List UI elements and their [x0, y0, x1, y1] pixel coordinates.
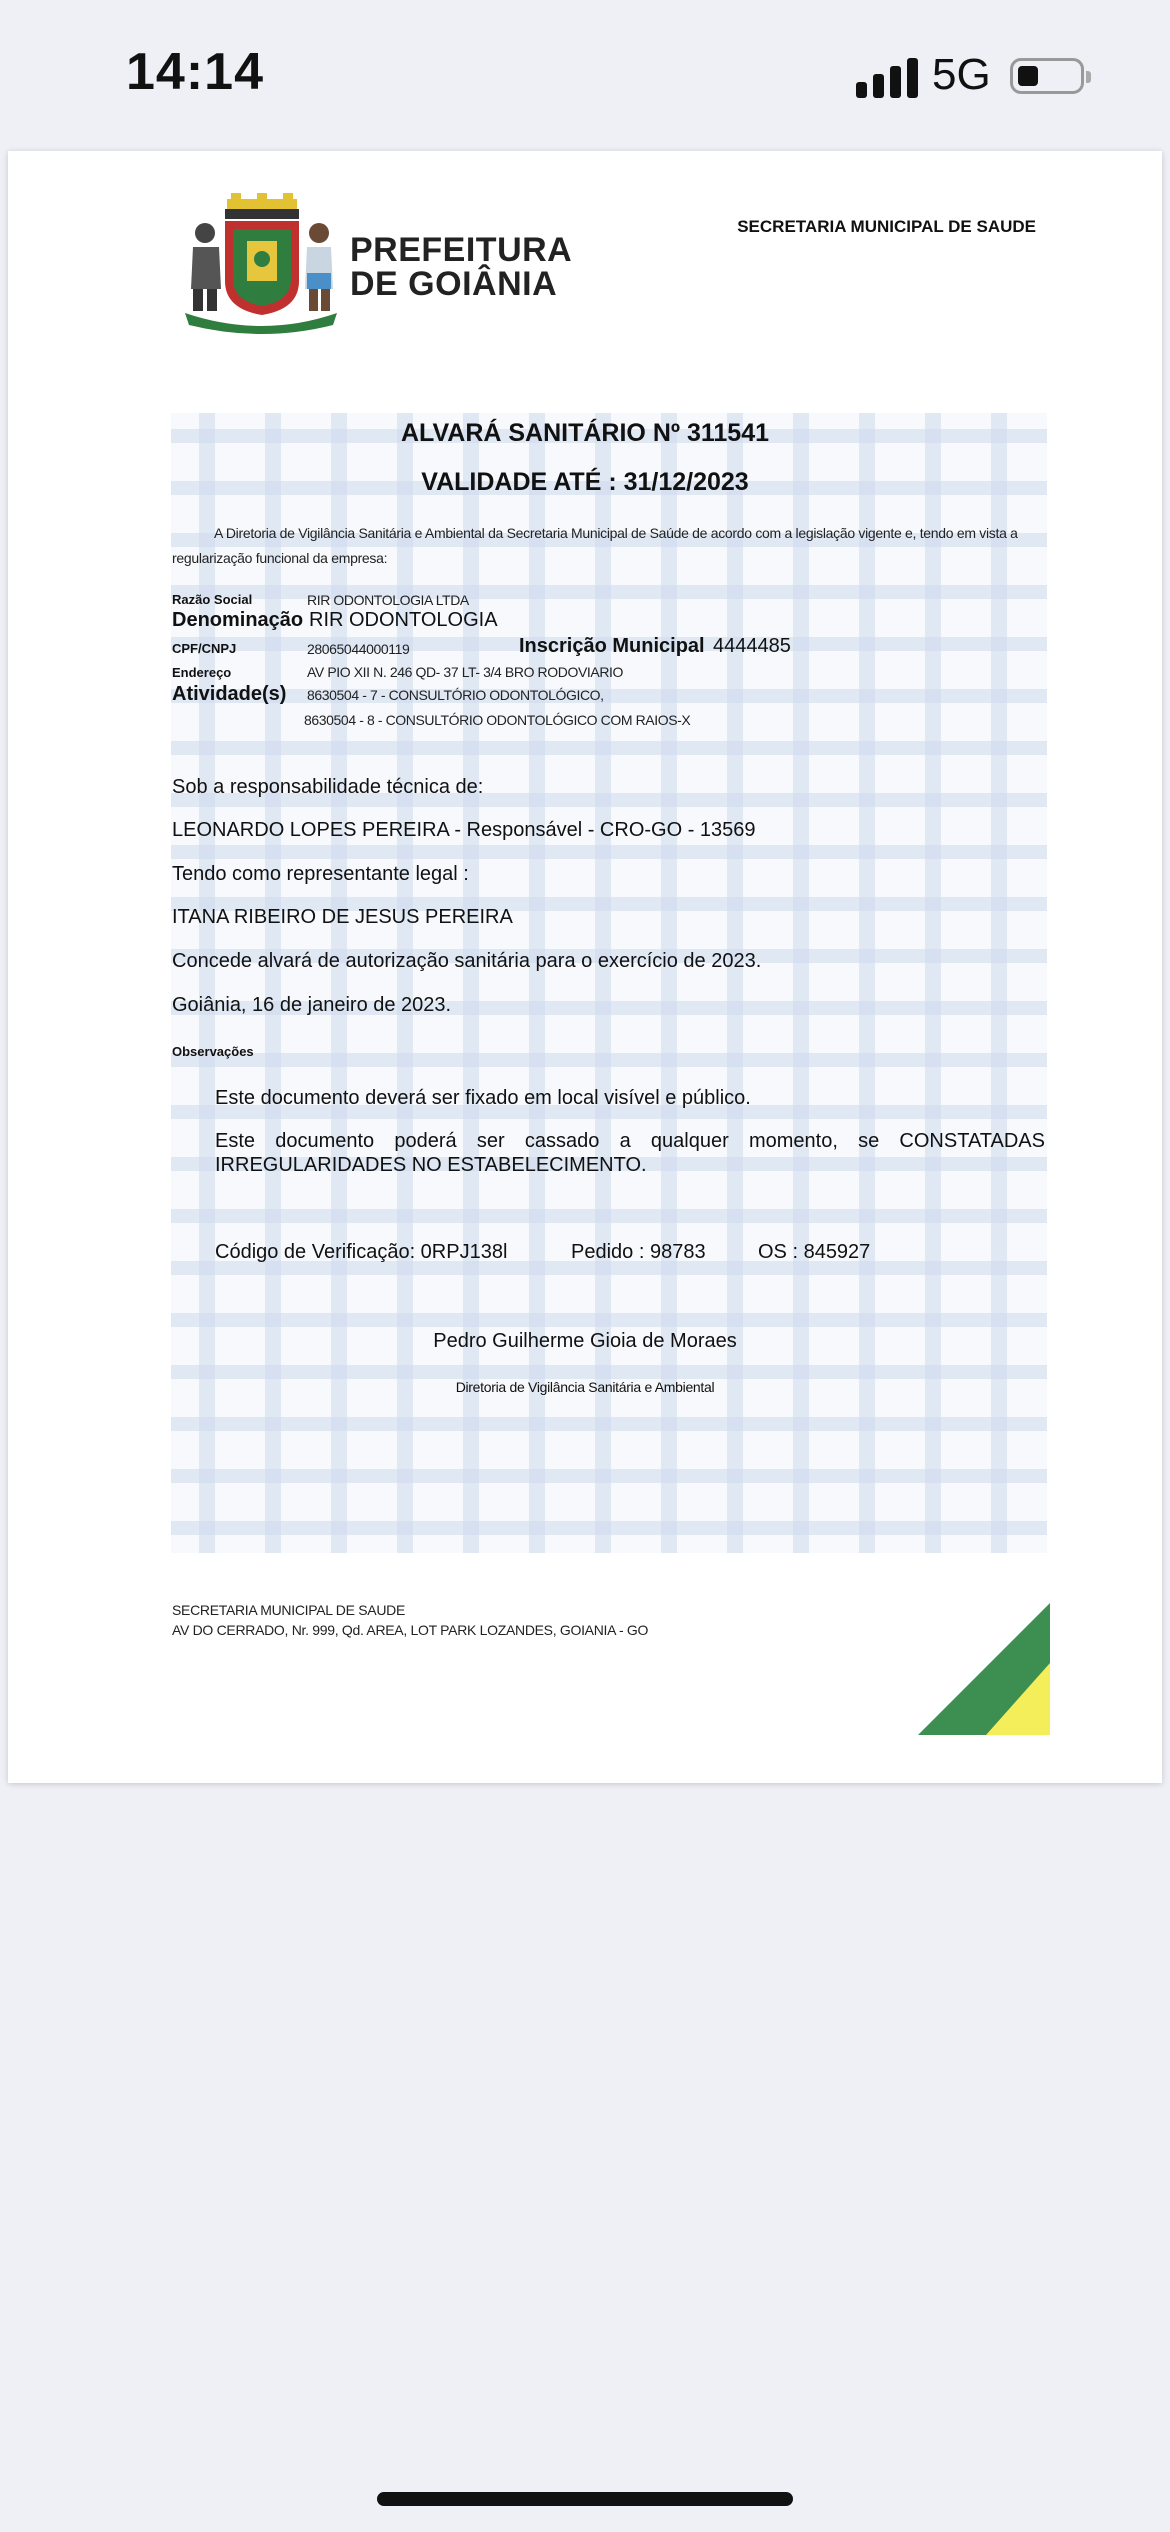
denominacao-label: Denominação — [172, 609, 304, 631]
corner-flag-icon — [918, 1603, 1050, 1735]
endereco-value: AV PIO XII N. 246 QD- 37 LT- 3/4 BRO RODOVIARIO — [307, 664, 624, 680]
footer-secretaria: SECRETARIA MUNICIPAL DE SAUDE — [172, 1602, 405, 1618]
network-type: 5G — [932, 50, 991, 99]
status-time: 14:14 — [126, 43, 264, 101]
inscricao-label: Inscrição Municipal — [519, 635, 705, 657]
status-bar — [0, 0, 1170, 150]
inscricao-value: 4444485 — [713, 635, 791, 657]
atividade-item: 8630504 - 7 - CONSULTÓRIO ODONTOLÓGICO, — [307, 687, 604, 703]
prefeitura-logo-text: PREFEITURA DE GOIÂNIA — [350, 231, 573, 303]
responsabilidade-label: Sob a responsabilidade técnica de: — [172, 776, 484, 798]
alvara-title: ALVARÁ SANITÁRIO Nº 311541 — [400, 419, 770, 447]
denominacao-value: RIR ODONTOLOGIA — [309, 609, 498, 631]
observacao-item: Este documento deverá ser fixado em local visível e público. — [215, 1087, 751, 1109]
cnpj-value: 28065044000119 — [307, 641, 410, 657]
observacao-item: Este documento poderá ser cassado a qualquer momento, se CONSTATADAS IRREGULARIDADES NO ESTABELECIMENTO. — [215, 1130, 1045, 1176]
home-indicator[interactable] — [377, 2492, 793, 2506]
representante-label: Tendo como representante legal : — [172, 863, 469, 885]
signatory-role: Diretoria de Vigilância Sanitária e Ambiental — [455, 1379, 715, 1395]
concessao-text: Concede alvará de autorização sanitária para o exercício de 2023. — [172, 950, 762, 972]
cellular-signal-icon — [856, 58, 918, 98]
observacoes-label: Observações — [172, 1044, 254, 1059]
header-secretaria: SECRETARIA MUNICIPAL DE SAUDE — [737, 217, 1036, 236]
pedido-number: Pedido : 98783 — [571, 1241, 706, 1263]
goiania-coat-of-arms-icon — [175, 193, 347, 335]
intro-paragraph: A Diretoria de Vigilância Sanitária e Ambiental da Secretaria Municipal de Saúde de acordo com a legislação vigente e, tendo em vista a regularização funcional da empresa: — [172, 525, 1018, 566]
atividade-item: 8630504 - 8 - CONSULTÓRIO ODONTOLÓGICO COM RAIOS-X — [304, 712, 691, 728]
battery-icon — [1010, 58, 1084, 94]
representante-legal: ITANA RIBEIRO DE JESUS PEREIRA — [172, 906, 513, 928]
responsavel-tecnico: LEONARDO LOPES PEREIRA - Responsável - CRO-GO - 13569 — [172, 819, 756, 841]
data-emissao: Goiânia, 16 de janeiro de 2023. — [172, 994, 452, 1016]
signatory-name: Pedro Guilherme Gioia de Moraes — [433, 1330, 737, 1352]
os-number: OS : 845927 — [758, 1241, 871, 1263]
razao-social-label: Razão Social — [172, 592, 253, 607]
validity-title: VALIDADE ATÉ : 31/12/2023 — [421, 468, 749, 496]
atividades-label: Atividade(s) — [172, 683, 287, 705]
footer-address: AV DO CERRADO, Nr. 999, Qd. AREA, LOT PARK LOZANDES, GOIANIA - GO — [172, 1622, 649, 1638]
document-page[interactable] — [8, 151, 1162, 1783]
endereco-label: Endereço — [172, 665, 232, 680]
codigo-verificacao: Código de Verificação: 0RPJ138l — [215, 1241, 508, 1263]
razao-social-value: RIR ODONTOLOGIA LTDA — [307, 592, 469, 608]
cnpj-label: CPF/CNPJ — [172, 641, 237, 656]
